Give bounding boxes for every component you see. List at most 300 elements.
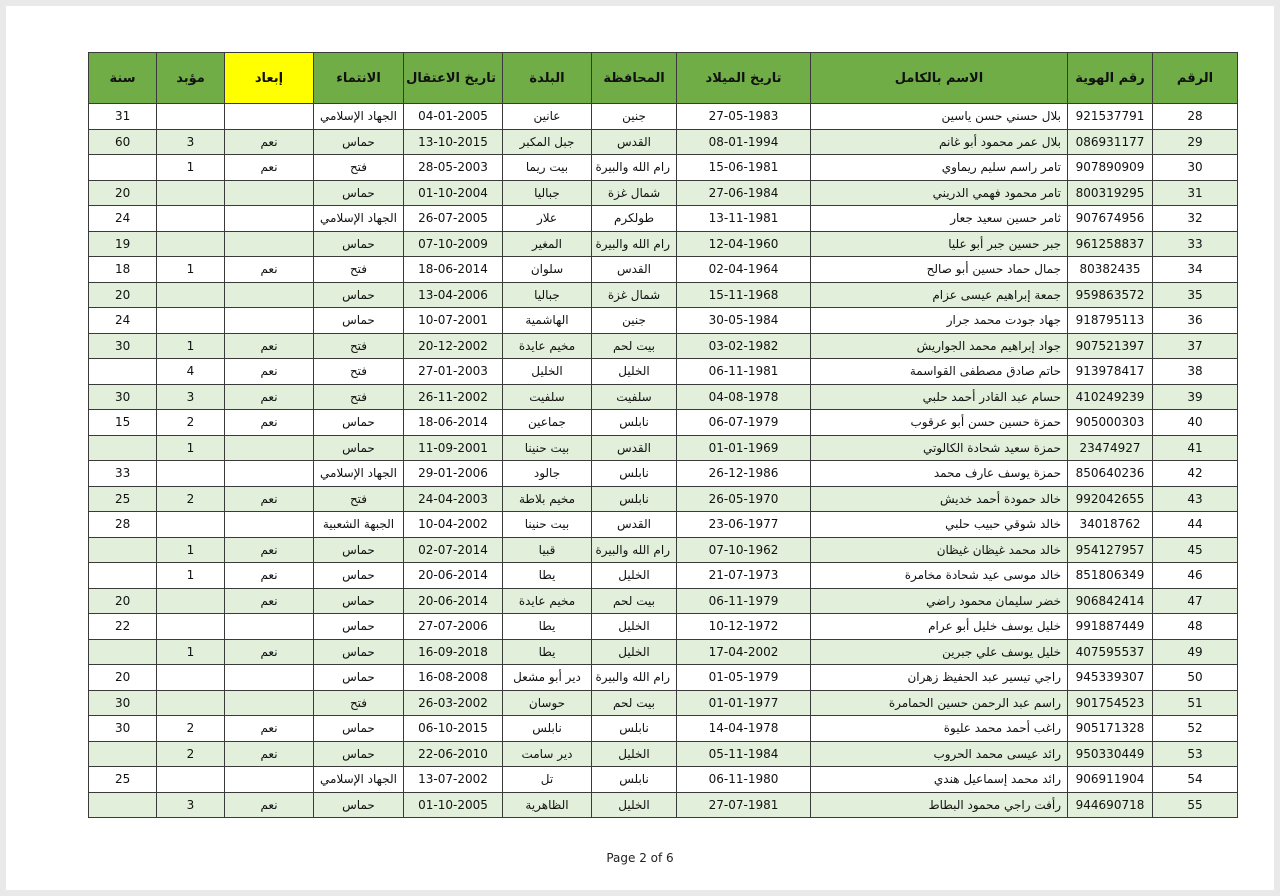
cell-num: 35 [1153,282,1238,308]
cell-gov: الخليل [592,639,677,665]
cell-name: حمزة يوسف عارف محمد [811,461,1068,487]
cell-years: 33 [89,461,157,487]
cell-num: 30 [1153,155,1238,181]
cell-town: دير سامت [503,741,592,767]
table-row [89,180,1238,206]
cell-affil: حماس [314,741,404,767]
cell-town: يطا [503,563,592,589]
cell-birth: 27-07-1981 [677,792,811,818]
cell-exile: نعم [225,792,314,818]
cell-num: 37 [1153,333,1238,359]
cell-town: عانين [503,104,592,130]
cell-town: الهاشمية [503,308,592,334]
cell-birth: 26-05-1970 [677,486,811,512]
cell-name: تامر محمود فهمي الدريني [811,180,1068,206]
header-affil: الانتماء [314,53,404,104]
cell-years: 20 [89,665,157,691]
cell-years: 28 [89,512,157,538]
cell-life: 3 [157,384,225,410]
cell-exile: نعم [225,588,314,614]
cell-years: 24 [89,308,157,334]
cell-gov: نابلس [592,486,677,512]
cell-exile: نعم [225,359,314,385]
cell-gov: رام الله والبيرة [592,231,677,257]
cell-life [157,512,225,538]
cell-town: دير أبو مشعل [503,665,592,691]
cell-num: 43 [1153,486,1238,512]
cell-id: 992042655 [1068,486,1153,512]
cell-exile [225,308,314,334]
cell-arrest: 26-11-2002 [404,384,503,410]
header-birth: تاريخ الميلاد [677,53,811,104]
cell-affil: حماس [314,639,404,665]
cell-life: 1 [157,639,225,665]
table-row [89,639,1238,665]
cell-gov: رام الله والبيرة [592,537,677,563]
cell-gov: القدس [592,512,677,538]
cell-exile [225,461,314,487]
cell-affil: فتح [314,155,404,181]
cell-gov: القدس [592,257,677,283]
cell-exile [225,767,314,793]
cell-arrest: 04-01-2005 [404,104,503,130]
cell-years [89,639,157,665]
cell-gov: نابلس [592,767,677,793]
cell-exile: نعم [225,486,314,512]
cell-num: 29 [1153,129,1238,155]
document-page [6,6,1274,890]
cell-num: 33 [1153,231,1238,257]
cell-birth: 26-12-1986 [677,461,811,487]
cell-num: 54 [1153,767,1238,793]
cell-num: 47 [1153,588,1238,614]
cell-gov: طولكرم [592,206,677,232]
cell-affil: فتح [314,384,404,410]
cell-affil: فتح [314,257,404,283]
table-row [89,690,1238,716]
cell-birth: 08-01-1994 [677,129,811,155]
cell-arrest: 24-04-2003 [404,486,503,512]
table-row [89,384,1238,410]
cell-id: 800319295 [1068,180,1153,206]
cell-life: 1 [157,537,225,563]
cell-name: حاتم صادق مصطفى القواسمة [811,359,1068,385]
cell-arrest: 27-07-2006 [404,614,503,640]
cell-exile [225,231,314,257]
cell-town: جباليا [503,282,592,308]
table-row [89,767,1238,793]
cell-arrest: 13-04-2006 [404,282,503,308]
cell-num: 41 [1153,435,1238,461]
cell-id: 80382435 [1068,257,1153,283]
cell-years: 25 [89,767,157,793]
cell-birth: 05-11-1984 [677,741,811,767]
table-body [89,104,1238,818]
cell-arrest: 27-01-2003 [404,359,503,385]
cell-birth: 01-01-1969 [677,435,811,461]
cell-gov: الخليل [592,741,677,767]
cell-exile: نعم [225,410,314,436]
cell-id: 905171328 [1068,716,1153,742]
cell-birth: 01-01-1977 [677,690,811,716]
cell-life: 2 [157,716,225,742]
table-row [89,716,1238,742]
cell-arrest: 20-06-2014 [404,563,503,589]
cell-town: يطا [503,639,592,665]
cell-life [157,282,225,308]
cell-life: 1 [157,257,225,283]
cell-gov: الخليل [592,563,677,589]
cell-exile [225,104,314,130]
cell-num: 48 [1153,614,1238,640]
header-gov: المحافظة [592,53,677,104]
cell-years: 18 [89,257,157,283]
cell-years: 30 [89,716,157,742]
cell-years [89,792,157,818]
cell-exile: نعم [225,257,314,283]
cell-years: 30 [89,384,157,410]
table-row [89,308,1238,334]
cell-name: جهاد جودت محمد جرار [811,308,1068,334]
cell-town: مخيم بلاطة [503,486,592,512]
cell-gov: نابلس [592,410,677,436]
cell-birth: 15-11-1968 [677,282,811,308]
cell-town: سلوان [503,257,592,283]
cell-id: 959863572 [1068,282,1153,308]
table-row [89,461,1238,487]
cell-affil: فتح [314,333,404,359]
cell-num: 31 [1153,180,1238,206]
cell-name: بلال حسني حسن ياسين [811,104,1068,130]
cell-exile [225,512,314,538]
table-row [89,333,1238,359]
cell-town: جماعين [503,410,592,436]
cell-num: 55 [1153,792,1238,818]
cell-id: 23474927 [1068,435,1153,461]
table-row [89,206,1238,232]
cell-life [157,690,225,716]
table-row [89,537,1238,563]
table-row [89,359,1238,385]
cell-name: جبر حسين جبر أبو عليا [811,231,1068,257]
cell-affil: حماس [314,435,404,461]
cell-arrest: 11-09-2001 [404,435,503,461]
cell-name: راسم عبد الرحمن حسين الحمامرة [811,690,1068,716]
cell-name: ثامر حسين سعيد جعار [811,206,1068,232]
header-num: الرقم [1153,53,1238,104]
cell-affil: حماس [314,180,404,206]
cell-num: 50 [1153,665,1238,691]
header-name: الاسم بالكامل [811,53,1068,104]
cell-birth: 21-07-1973 [677,563,811,589]
cell-town: بيت ريما [503,155,592,181]
cell-name: حسام عبد القادر أحمد حلبي [811,384,1068,410]
cell-name: حمزة حسين حسن أبو عرقوب [811,410,1068,436]
table-row [89,563,1238,589]
cell-name: حمزة سعيد شحادة الكالوتي [811,435,1068,461]
table-row [89,512,1238,538]
cell-birth: 06-11-1981 [677,359,811,385]
cell-gov: نابلس [592,461,677,487]
cell-arrest: 16-09-2018 [404,639,503,665]
cell-name: بلال عمر محمود أبو غانم [811,129,1068,155]
cell-life [157,206,225,232]
cell-gov: رام الله والبيرة [592,155,677,181]
cell-gov: بيت لحم [592,588,677,614]
cell-birth: 03-02-1982 [677,333,811,359]
cell-life [157,180,225,206]
cell-id: 905000303 [1068,410,1153,436]
cell-town: مخيم عايدة [503,333,592,359]
cell-id: 34018762 [1068,512,1153,538]
cell-birth: 13-11-1981 [677,206,811,232]
cell-life [157,665,225,691]
cell-gov: الخليل [592,792,677,818]
cell-birth: 10-12-1972 [677,614,811,640]
cell-life [157,104,225,130]
cell-gov: الخليل [592,614,677,640]
cell-exile: نعم [225,129,314,155]
cell-id: 906911904 [1068,767,1153,793]
cell-years [89,537,157,563]
cell-name: خالد حمودة أحمد خديش [811,486,1068,512]
cell-town: الظاهرية [503,792,592,818]
cell-years [89,155,157,181]
cell-num: 46 [1153,563,1238,589]
cell-num: 45 [1153,537,1238,563]
cell-town: بيت حنينا [503,435,592,461]
cell-id: 945339307 [1068,665,1153,691]
cell-affil: حماس [314,588,404,614]
cell-gov: بيت لحم [592,690,677,716]
cell-gov: رام الله والبيرة [592,665,677,691]
table-row [89,588,1238,614]
cell-affil: حماس [314,614,404,640]
cell-affil: الجبهة الشعبية [314,512,404,538]
cell-name: جمال حماد حسين أبو صالح [811,257,1068,283]
cell-affil: حماس [314,563,404,589]
header-arrest: تاريخ الاعتقال [404,53,503,104]
cell-life: 1 [157,333,225,359]
cell-id: 906842414 [1068,588,1153,614]
cell-arrest: 10-07-2001 [404,308,503,334]
cell-arrest: 02-07-2014 [404,537,503,563]
cell-affil: حماس [314,410,404,436]
cell-birth: 27-06-1984 [677,180,811,206]
cell-id: 921537791 [1068,104,1153,130]
table-row [89,155,1238,181]
cell-birth: 02-04-1964 [677,257,811,283]
cell-id: 944690718 [1068,792,1153,818]
cell-arrest: 20-06-2014 [404,588,503,614]
cell-life [157,588,225,614]
cell-arrest: 20-12-2002 [404,333,503,359]
cell-arrest: 28-05-2003 [404,155,503,181]
cell-affil: حماس [314,129,404,155]
cell-years [89,741,157,767]
cell-arrest: 16-08-2008 [404,665,503,691]
cell-id: 907521397 [1068,333,1153,359]
cell-num: 36 [1153,308,1238,334]
cell-years: 20 [89,282,157,308]
cell-num: 49 [1153,639,1238,665]
cell-exile [225,614,314,640]
table-row [89,741,1238,767]
cell-arrest: 26-03-2002 [404,690,503,716]
cell-id: 907890909 [1068,155,1153,181]
cell-life [157,767,225,793]
cell-town: جباليا [503,180,592,206]
header-life: مؤبد [157,53,225,104]
cell-arrest: 06-10-2015 [404,716,503,742]
cell-town: جالود [503,461,592,487]
header-years: سنة [89,53,157,104]
cell-years: 60 [89,129,157,155]
cell-exile [225,282,314,308]
cell-gov: جنين [592,104,677,130]
cell-affil: الجهاد الإسلامي [314,206,404,232]
cell-num: 53 [1153,741,1238,767]
cell-arrest: 29-01-2006 [404,461,503,487]
cell-id: 850640236 [1068,461,1153,487]
cell-years: 15 [89,410,157,436]
cell-birth: 17-04-2002 [677,639,811,665]
cell-arrest: 07-10-2009 [404,231,503,257]
cell-life: 3 [157,129,225,155]
cell-affil: حماس [314,308,404,334]
cell-birth: 06-11-1979 [677,588,811,614]
cell-birth: 06-11-1980 [677,767,811,793]
cell-years [89,563,157,589]
cell-years: 31 [89,104,157,130]
cell-town: جبل المكبر [503,129,592,155]
cell-arrest: 22-06-2010 [404,741,503,767]
cell-name: خالد موسى عيد شحادة مخامرة [811,563,1068,589]
cell-id: 086931177 [1068,129,1153,155]
table-row [89,614,1238,640]
cell-id: 913978417 [1068,359,1153,385]
cell-affil: حماس [314,792,404,818]
table-row [89,486,1238,512]
cell-name: خالد شوقي حبيب حلبي [811,512,1068,538]
cell-exile: نعم [225,384,314,410]
cell-affil: فتح [314,690,404,716]
cell-years [89,435,157,461]
cell-town: المغير [503,231,592,257]
cell-town: بيت حنينا [503,512,592,538]
cell-id: 407595537 [1068,639,1153,665]
prisoners-table [88,52,1238,818]
cell-id: 901754523 [1068,690,1153,716]
cell-town: الخليل [503,359,592,385]
cell-gov: شمال غزة [592,180,677,206]
cell-affil: حماس [314,231,404,257]
cell-name: تامر راسم سليم ريماوي [811,155,1068,181]
cell-affil: حماس [314,537,404,563]
table-row [89,665,1238,691]
cell-num: 42 [1153,461,1238,487]
cell-exile [225,435,314,461]
cell-id: 961258837 [1068,231,1153,257]
table-row [89,410,1238,436]
cell-gov: جنين [592,308,677,334]
cell-years: 22 [89,614,157,640]
table-row [89,231,1238,257]
cell-birth: 27-05-1983 [677,104,811,130]
table-header-row [89,53,1238,104]
cell-birth: 01-05-1979 [677,665,811,691]
cell-affil: حماس [314,665,404,691]
cell-num: 44 [1153,512,1238,538]
table-row [89,435,1238,461]
cell-num: 34 [1153,257,1238,283]
header-id: رقم الهوية [1068,53,1153,104]
cell-id: 410249239 [1068,384,1153,410]
table-row [89,792,1238,818]
cell-gov: الخليل [592,359,677,385]
cell-exile: نعم [225,537,314,563]
cell-name: راغب أحمد محمد عليوة [811,716,1068,742]
cell-exile [225,665,314,691]
cell-life: 1 [157,435,225,461]
cell-town: حوسان [503,690,592,716]
cell-life: 2 [157,486,225,512]
cell-life [157,461,225,487]
table-row [89,129,1238,155]
table-row [89,104,1238,130]
cell-town: نابلس [503,716,592,742]
cell-arrest: 01-10-2005 [404,792,503,818]
cell-town: علار [503,206,592,232]
table-row [89,257,1238,283]
cell-birth: 04-08-1978 [677,384,811,410]
cell-id: 907674956 [1068,206,1153,232]
cell-num: 40 [1153,410,1238,436]
cell-years: 19 [89,231,157,257]
cell-exile: نعم [225,741,314,767]
cell-arrest: 13-10-2015 [404,129,503,155]
cell-life: 4 [157,359,225,385]
cell-gov: شمال غزة [592,282,677,308]
cell-town: مخيم عايدة [503,588,592,614]
cell-affil: حماس [314,282,404,308]
cell-exile: نعم [225,333,314,359]
cell-arrest: 13-07-2002 [404,767,503,793]
cell-name: راجي تيسير عبد الحفيظ زهران [811,665,1068,691]
cell-life: 2 [157,741,225,767]
cell-affil: فتح [314,359,404,385]
cell-gov: سلفيت [592,384,677,410]
cell-exile [225,206,314,232]
cell-arrest: 10-04-2002 [404,512,503,538]
cell-name: جواد إبراهيم محمد الجواريش [811,333,1068,359]
cell-years: 30 [89,333,157,359]
cell-num: 39 [1153,384,1238,410]
cell-town: تل [503,767,592,793]
cell-town: سلفيت [503,384,592,410]
page-footer: Page 2 of 6 [606,851,674,865]
cell-id: 918795113 [1068,308,1153,334]
cell-arrest: 18-06-2014 [404,410,503,436]
cell-affil: حماس [314,716,404,742]
cell-years: 20 [89,180,157,206]
cell-life [157,614,225,640]
cell-exile: نعم [225,563,314,589]
cell-id: 954127957 [1068,537,1153,563]
cell-name: خليل يوسف علي جبرين [811,639,1068,665]
cell-exile: نعم [225,639,314,665]
header-town: البلدة [503,53,592,104]
